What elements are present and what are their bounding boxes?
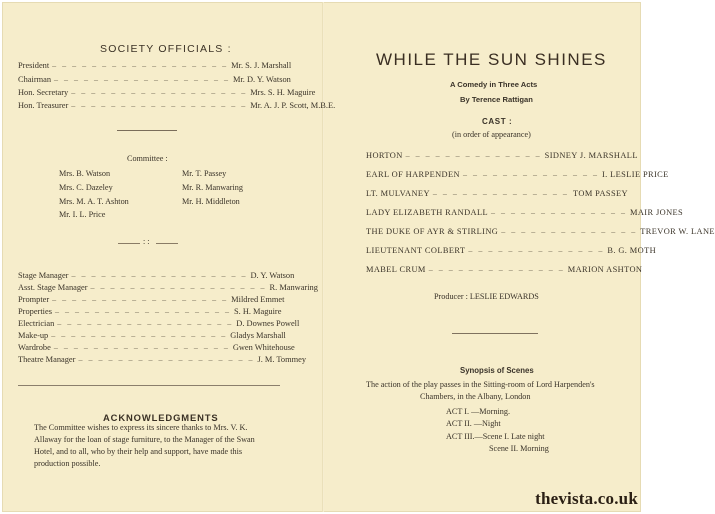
crew-row: Properties – – – – – – – – – – – – – – – – – – S. H. Maguire [18, 307, 282, 316]
official-row: Chairman – – – – – – – – – – – – – – – – – – Mr. D. Y. Watson [18, 75, 291, 84]
committee-member: Mr. H. Middleton [182, 197, 240, 206]
watermark: thevista.co.uk [535, 489, 638, 508]
crew-row: Prompter – – – – – – – – – – – – – – – – – – Mildred Emmet [18, 295, 285, 304]
crew-row: Asst. Stage Manager – – – – – – – – – – – – – – – – – – R. Manwaring [18, 283, 318, 292]
cast-heading: CAST : [482, 117, 513, 126]
divider [452, 333, 538, 334]
committee-member: Mr. T. Passey [182, 169, 227, 178]
acknowledgments-heading: ACKNOWLEDGMENTS [103, 412, 219, 423]
play-author: By Terence Rattigan [460, 95, 533, 104]
official-row: President – – – – – – – – – – – – – – – – – – Mr. S. J. Marshall [18, 61, 292, 70]
committee-member: Mr. I. L. Price [59, 210, 106, 219]
committee-member: Mrs. C. Dazeley [59, 183, 113, 192]
act-line: ACT I. —Morning. [446, 407, 510, 416]
page-fold [322, 2, 324, 512]
cast-row: EARL OF HARPENDEN – – – – – – – – – – – – – – I. LESLIE PRICE [366, 170, 669, 179]
cast-row: LIEUTENANT COLBERT – – – – – – – – – – – – – – B. G. MOTH [366, 246, 657, 255]
cast-row: THE DUKE OF AYR & STIRLING – – – – – – – – – – – – – – TREVOR W. LANE [366, 227, 715, 236]
official-row: Hon. Treasurer – – – – – – – – – – – – – – – – – – Mr. A. J. P. Scott, M.B.E. [18, 101, 336, 110]
crew-row: Make-up – – – – – – – – – – – – – – – – – – Gladys Marshall [18, 331, 286, 340]
cast-row: LT. MULVANEY – – – – – – – – – – – – – – TOM PASSEY [366, 189, 628, 198]
officials-heading: SOCIETY OFFICIALS : [100, 43, 232, 55]
committee-member: Mr. R. Manwaring [182, 183, 243, 192]
play-subtitle: A Comedy in Three Acts [450, 80, 538, 89]
cast-row: MABEL CRUM – – – – – – – – – – – – – – MARION ASHTON [366, 265, 643, 274]
crew-row: Electrician – – – – – – – – – – – – – – – – – – D. Downes Powell [18, 319, 300, 328]
synopsis-heading: Synopsis of Scenes [460, 366, 534, 375]
cast-row: HORTON – – – – – – – – – – – – – – SIDNEY J. MARSHALL [366, 151, 638, 160]
producer-credit: Producer : LESLIE EDWARDS [434, 292, 539, 301]
cast-note: (in order of appearance) [452, 130, 531, 139]
play-title: WHILE THE SUN SHINES [376, 50, 607, 69]
crew-row: Stage Manager – – – – – – – – – – – – – – – – – – D. Y. Watson [18, 271, 295, 280]
act-line: ACT III.—Scene I. Late night [446, 432, 545, 441]
committee-member: Mrs. B. Watson [59, 169, 111, 178]
crew-row: Wardrobe – – – – – – – – – – – – – – – – – – Gwen Whitehouse [18, 343, 295, 352]
committee-member: Mrs. M. A. T. Ashton [59, 197, 129, 206]
divider [117, 130, 177, 131]
committee-heading: Committee : [127, 154, 168, 163]
official-row: Hon. Secretary – – – – – – – – – – – – – – – – – – Mrs. S. H. Maguire [18, 88, 316, 97]
divider [18, 385, 280, 386]
cast-row: LADY ELIZABETH RANDALL – – – – – – – – – – – – – – MAIR JONES [366, 208, 684, 217]
crew-row: Theatre Manager – – – – – – – – – – – – – – – – – – J. M. Tommey [18, 355, 307, 364]
act-line: ACT II. —Night [446, 419, 501, 428]
act-line: Scene II. Morning [489, 444, 549, 453]
